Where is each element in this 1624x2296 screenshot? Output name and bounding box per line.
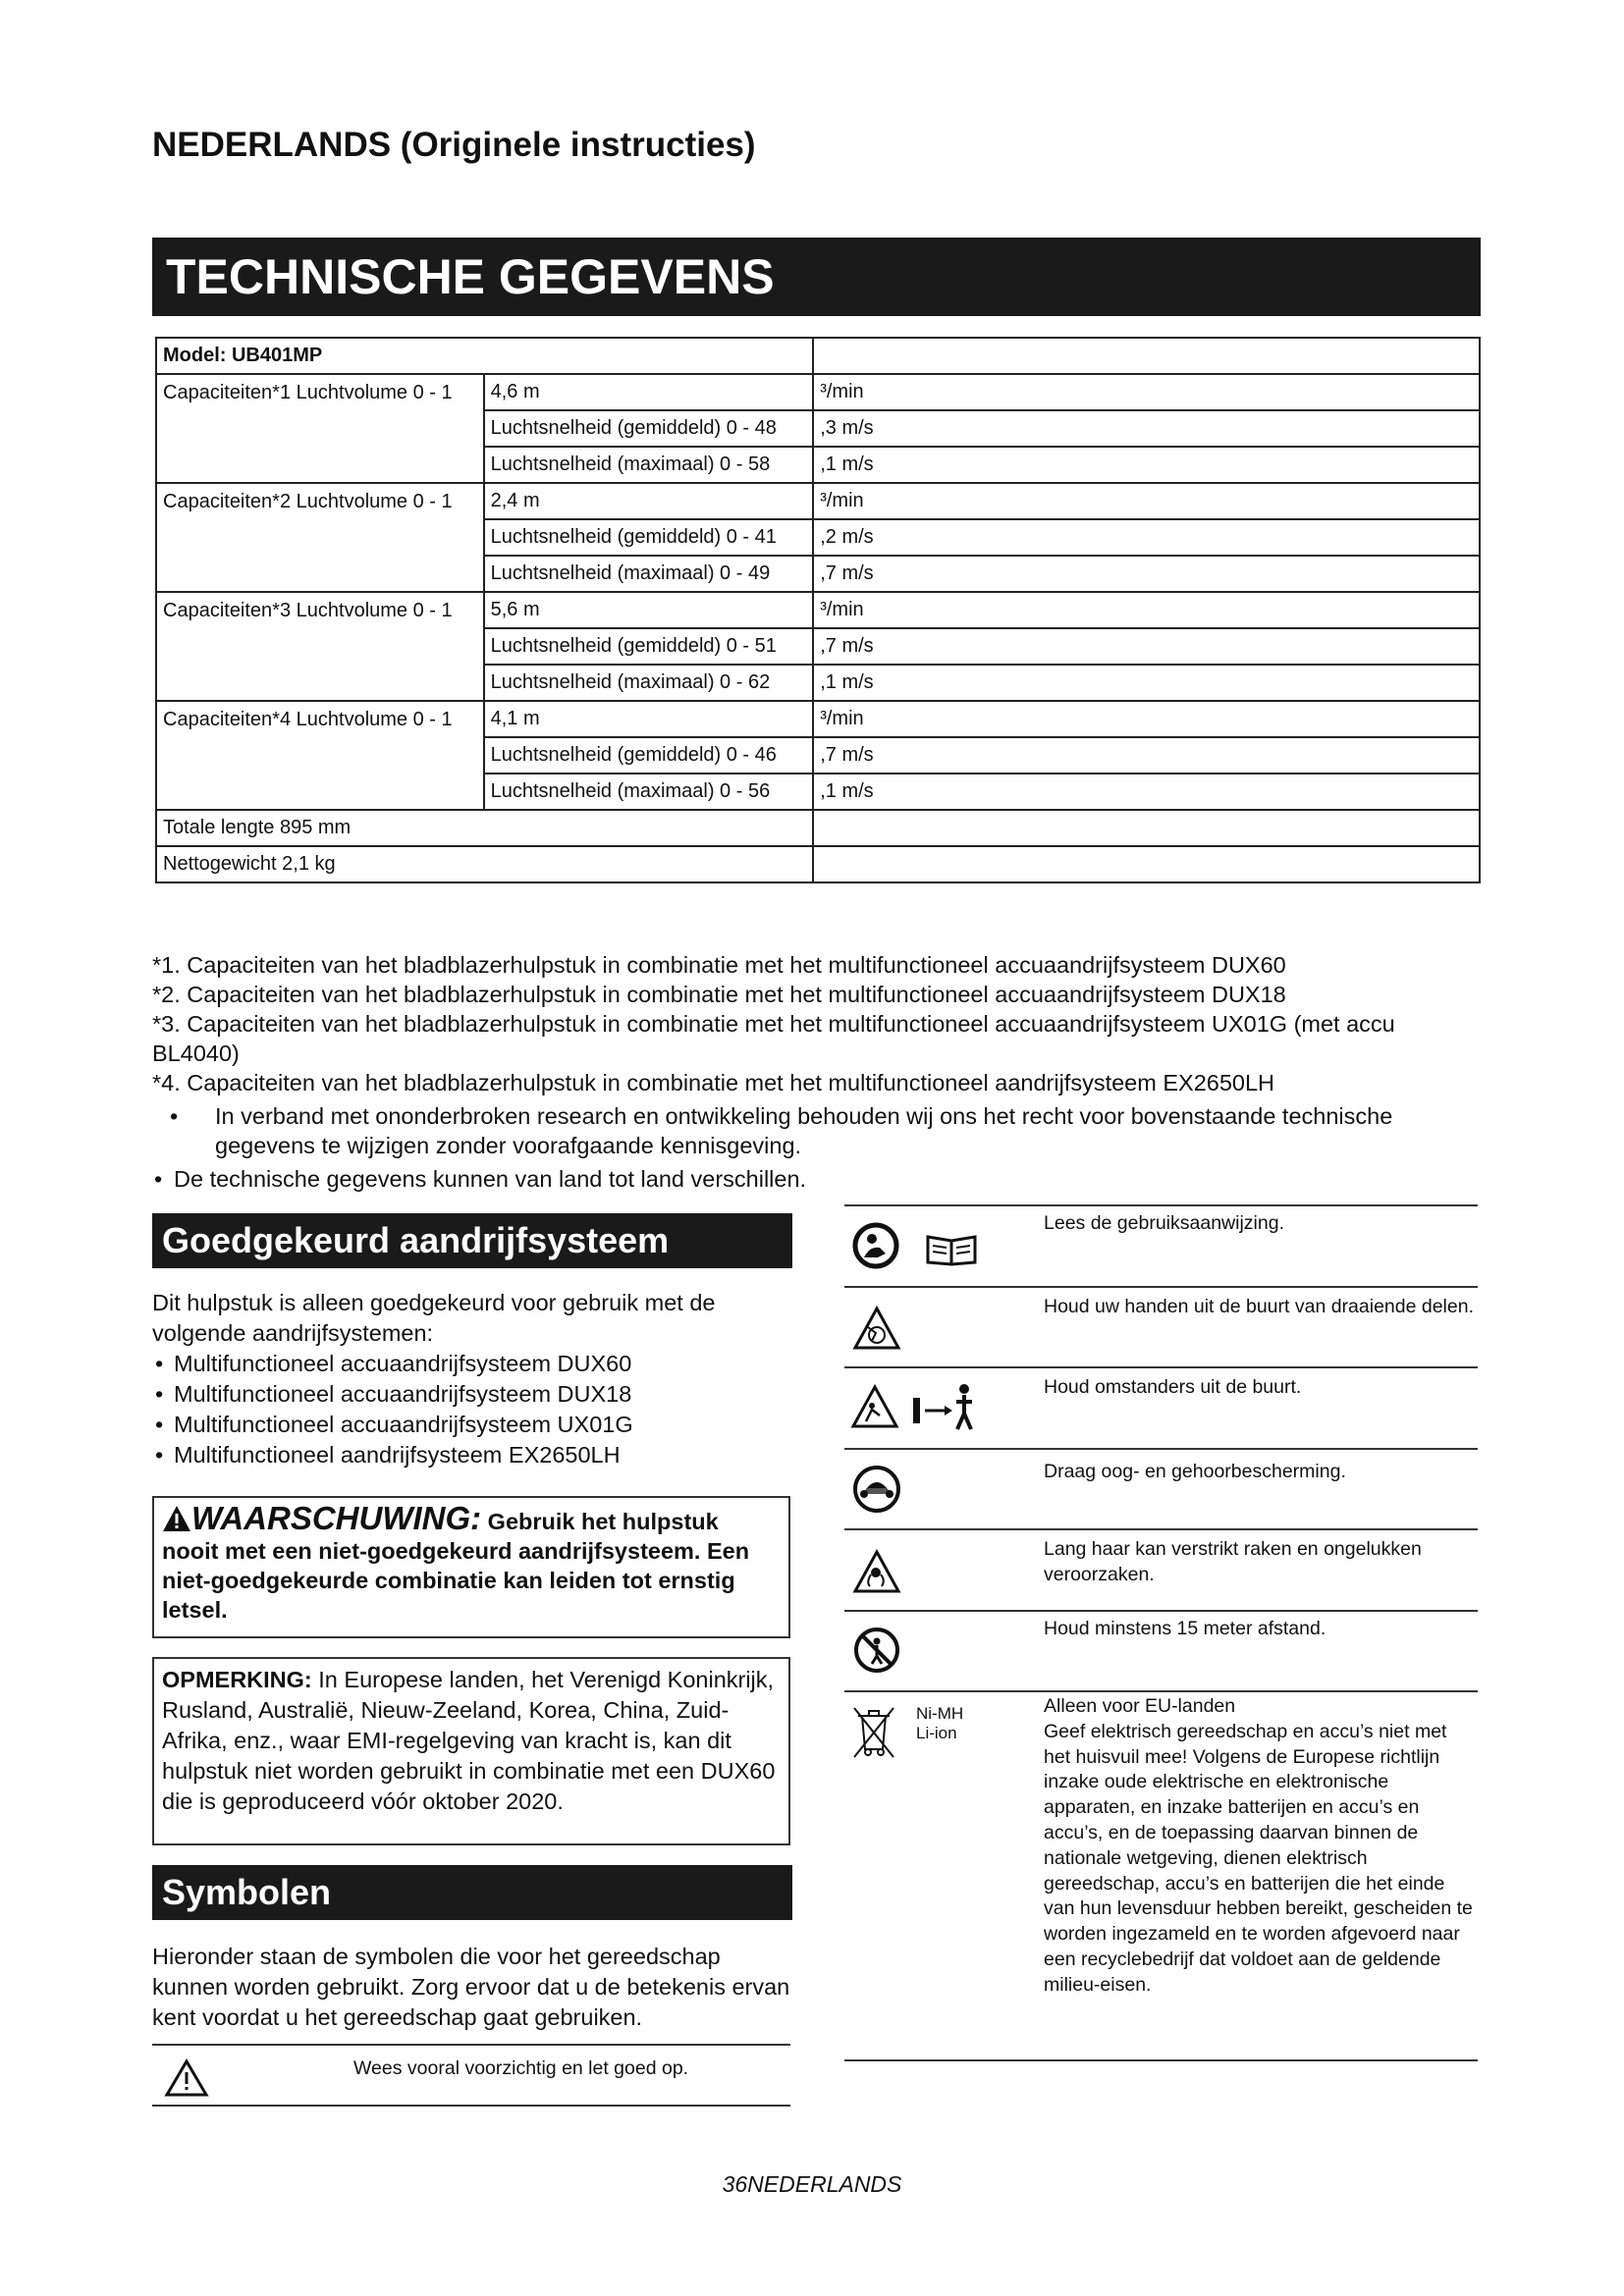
table-cell: 4,6 m <box>484 374 814 410</box>
divider <box>152 2105 790 2107</box>
distance-person-icon <box>911 1382 982 1433</box>
eye-ear-protection-icon <box>852 1465 901 1514</box>
table-cell <box>813 846 1480 882</box>
footnote-3: *3. Capaciteiten van het bladblazerhulpstuk in combinatie met het multifunctioneel accuaandrijfsysteem UX01G (met accu BL4040) <box>152 1011 1395 1066</box>
table-cell: ,2 m/s <box>813 519 1480 556</box>
divider <box>844 1528 1478 1530</box>
table-cell: Capaciteiten*2 Luchtvolume 0 - 1 <box>156 483 484 519</box>
list-item: • Multifunctioneel aandrijfsysteem EX2650LH <box>155 1442 621 1468</box>
divider <box>844 1204 1478 1206</box>
table-cell: Luchtsnelheid (maximaal) 0 - 62 <box>484 665 814 701</box>
table-cell: ,7 m/s <box>813 628 1480 665</box>
eu-body: Geef elektrisch gereedschap en accu’s niet met het huisvuil mee! Volgens de Europese richtlijn inzake oude elektrische en elektronische apparaten, en inzake batterijen en accu’s en accu’s, en de toepassing daarvan binnen de nationale wetgeving, dienen elektrisch gereedschap, accu’s en batterijen die het einde van hun levensduur hebben bereikt, gescheiden te worden ingezameld en te worden afgevoerd naar een recyclebedrijf dat voldoet aan de geldende milieu-eisen. <box>1044 1720 1473 1996</box>
table-row <box>156 810 1480 846</box>
note-box <box>152 1657 790 1845</box>
table-row <box>156 338 1480 374</box>
eu-title: Alleen voor EU-landen <box>1044 1695 1236 1717</box>
divider <box>844 1690 1478 1692</box>
table-cell: ³/min <box>813 592 1480 628</box>
table-cell: Luchtsnelheid (gemiddeld) 0 - 41 <box>484 519 814 556</box>
page-number: 36NEDERLANDS <box>722 2171 902 2197</box>
table-row <box>156 483 1480 519</box>
table-cell: 4,1 m <box>484 701 814 737</box>
list-item: • In verband met ononderbroken research en ontwikkeling behouden wij ons het recht voor bovenstaande technische gegevens te wijzigen zonder voorafgaande kennisgeving. <box>170 1103 1393 1158</box>
caution-triangle-icon <box>165 2058 208 2098</box>
bystander-warning-icon <box>850 1384 899 1429</box>
table-row <box>156 846 1480 882</box>
symbol-hair-text: Lang haar kan verstrikt raken en ongelukken veroorzaken. <box>1044 1538 1422 1585</box>
battery-type-nimh: Ni-MH <box>916 1704 964 1723</box>
table-cell: Capaciteiten*4 Luchtvolume 0 - 1 <box>156 701 484 737</box>
technical-data-banner: TECHNISCHE GEGEVENS <box>152 238 1481 316</box>
table-cell <box>156 519 484 556</box>
table-cell: Capaciteiten*3 Luchtvolume 0 - 1 <box>156 592 484 628</box>
drive-item-text: Multifunctioneel accuaandrijfsysteem UX01G <box>174 1412 633 1437</box>
drive-intro: Dit hulpstuk is alleen goedgekeurd voor gebruik met de volgende aandrijfsystemen: <box>152 1290 716 1346</box>
table-cell: Luchtsnelheid (gemiddeld) 0 - 51 <box>484 628 814 665</box>
table-cell <box>156 410 484 447</box>
warning-text: Gebruik het hulpstuk nooit met een niet-goedgekeurd aandrijfsysteem. Een niet-goedgekeurde combinatie kan leiden tot ernstig letsel. <box>162 1509 750 1623</box>
table-cell <box>156 774 484 810</box>
drive-item-text: Multifunctioneel accuaandrijfsysteem DUX18 <box>174 1381 632 1407</box>
list-item: • Multifunctioneel accuaandrijfsysteem UX01G <box>155 1412 633 1437</box>
table-cell: ³/min <box>813 483 1480 519</box>
table-cell <box>156 556 484 592</box>
symbol-hands-text: Houd uw handen uit de buurt van draaiende delen. <box>1044 1296 1474 1317</box>
table-cell: 2,4 m <box>484 483 814 519</box>
battery-type-liion: Li-ion <box>916 1724 957 1742</box>
symbol-caution-text: Wees vooral voorzichtig en let goed op. <box>353 2057 689 2079</box>
divider <box>844 1448 1478 1450</box>
table-cell: ,1 m/s <box>813 774 1480 810</box>
battery-types <box>916 1704 1004 1743</box>
table-cell <box>813 810 1480 846</box>
table-cell: ,1 m/s <box>813 665 1480 701</box>
model-cell: Model: UB401MP <box>156 338 813 374</box>
table-row <box>156 665 1480 701</box>
divider <box>152 2044 790 2046</box>
bullet-text: In verband met ononderbroken research en ontwikkeling behouden wij ons het recht voor bovenstaande technische gegevens te wijzigen zonder voorafgaande kennisgeving. <box>215 1103 1393 1158</box>
table-cell: Luchtsnelheid (gemiddeld) 0 - 48 <box>484 410 814 447</box>
length-cell: Totale lengte 895 mm <box>156 810 813 846</box>
read-manual-icon <box>852 1222 899 1269</box>
table-row <box>156 737 1480 774</box>
table-row <box>156 410 1480 447</box>
table-cell <box>156 628 484 665</box>
weight-cell: Nettogewicht 2,1 kg <box>156 846 813 882</box>
warning-heading: WAARSCHUWING: <box>191 1500 482 1536</box>
table-cell: 5,6 m <box>484 592 814 628</box>
divider <box>844 1366 1478 1368</box>
book-icon <box>925 1232 978 1265</box>
list-item: • Multifunctioneel accuaandrijfsysteem DUX18 <box>155 1381 632 1407</box>
drive-item-text: Multifunctioneel accuaandrijfsysteem DUX60 <box>174 1351 632 1376</box>
table-cell: ,1 m/s <box>813 447 1480 483</box>
note-heading: OPMERKING: <box>162 1667 312 1692</box>
spec-table <box>155 337 1481 883</box>
warning-box <box>152 1496 790 1638</box>
divider <box>844 1286 1478 1288</box>
note-text: In Europese landen, het Verenigd Koninkrijk, Rusland, Australië, Nieuw-Zeeland, Korea, China, Zuid-Afrika, enz., waar EMI-regelgeving van kracht is, kan dit hulpstuk niet worden gebruikt in combinatie met een DUX60 die is geproduceerd vóór oktober 2020. <box>162 1667 776 1814</box>
table-row <box>156 519 1480 556</box>
table-cell: ,3 m/s <box>813 410 1480 447</box>
symbols-intro: Hieronder staan de symbolen die voor het gereedschap kunnen worden gebruikt. Zorg ervoor dat u de betekenis ervan kent voordat u het gereedschap gaat gebruiken. <box>152 1944 790 2030</box>
table-row <box>156 592 1480 628</box>
drive-section <box>152 1288 790 1470</box>
warning-triangle-icon <box>162 1505 191 1532</box>
table-cell: Luchtsnelheid (gemiddeld) 0 - 46 <box>484 737 814 774</box>
table-cell: ,7 m/s <box>813 737 1480 774</box>
long-hair-warning-icon <box>852 1549 901 1594</box>
table-cell <box>156 447 484 483</box>
table-cell <box>813 338 1480 374</box>
footnote-2: *2. Capaciteiten van het bladblazerhulpstuk in combinatie met het multifunctioneel accuaandrijfsysteem DUX18 <box>152 982 1286 1007</box>
table-row <box>156 701 1480 737</box>
symbols-banner: Symbolen <box>152 1865 792 1920</box>
footnote-1: *1. Capaciteiten van het bladblazerhulpstuk in combinatie met het multifunctioneel accuaandrijfsysteem DUX60 <box>152 952 1286 978</box>
keep-distance-icon <box>852 1626 901 1675</box>
table-cell: Capaciteiten*1 Luchtvolume 0 - 1 <box>156 374 484 410</box>
table-row <box>156 374 1480 410</box>
page-language-title: NEDERLANDS (Originele instructies) <box>152 126 756 164</box>
eu-disposal-text <box>1044 1694 1476 1999</box>
table-cell <box>156 737 484 774</box>
symbol-manual-text: Lees de gebruiksaanwijzing. <box>1044 1212 1284 1234</box>
table-cell: ³/min <box>813 701 1480 737</box>
list-item: • De technische gegevens kunnen van land tot land verschillen. <box>154 1166 807 1192</box>
table-cell: Luchtsnelheid (maximaal) 0 - 58 <box>484 447 814 483</box>
table-row <box>156 447 1480 483</box>
table-cell: Luchtsnelheid (maximaal) 0 - 56 <box>484 774 814 810</box>
list-item: • Multifunctioneel accuaandrijfsysteem DUX60 <box>155 1351 632 1376</box>
approved-drive-banner: Goedgekeurd aandrijfsysteem <box>152 1213 792 1268</box>
rotating-parts-warning-icon <box>852 1306 901 1351</box>
symbol-distance-text: Houd minstens 15 meter afstand. <box>1044 1618 1326 1639</box>
drive-list <box>152 1349 790 1470</box>
table-row <box>156 628 1480 665</box>
footnotes <box>152 950 1488 1194</box>
table-cell: ³/min <box>813 374 1480 410</box>
divider <box>844 1610 1478 1612</box>
footnote-4: *4. Capaciteiten van het bladblazerhulpstuk in combinatie met het multifunctioneel aandrijfsysteem EX2650LH <box>152 1070 1275 1095</box>
divider <box>844 2059 1478 2061</box>
symbol-bystanders-text: Houd omstanders uit de buurt. <box>1044 1376 1302 1398</box>
table-row <box>156 556 1480 592</box>
table-cell <box>156 665 484 701</box>
symbol-protection-text: Draag oog- en gehoorbescherming. <box>1044 1461 1346 1482</box>
drive-item-text: Multifunctioneel aandrijfsysteem EX2650LH <box>174 1442 621 1468</box>
table-cell: Luchtsnelheid (maximaal) 0 - 49 <box>484 556 814 592</box>
crossed-bin-icon <box>852 1704 895 1759</box>
bullet-text: De technische gegevens kunnen van land tot land verschillen. <box>174 1166 807 1192</box>
table-row <box>156 774 1480 810</box>
table-cell: ,7 m/s <box>813 556 1480 592</box>
